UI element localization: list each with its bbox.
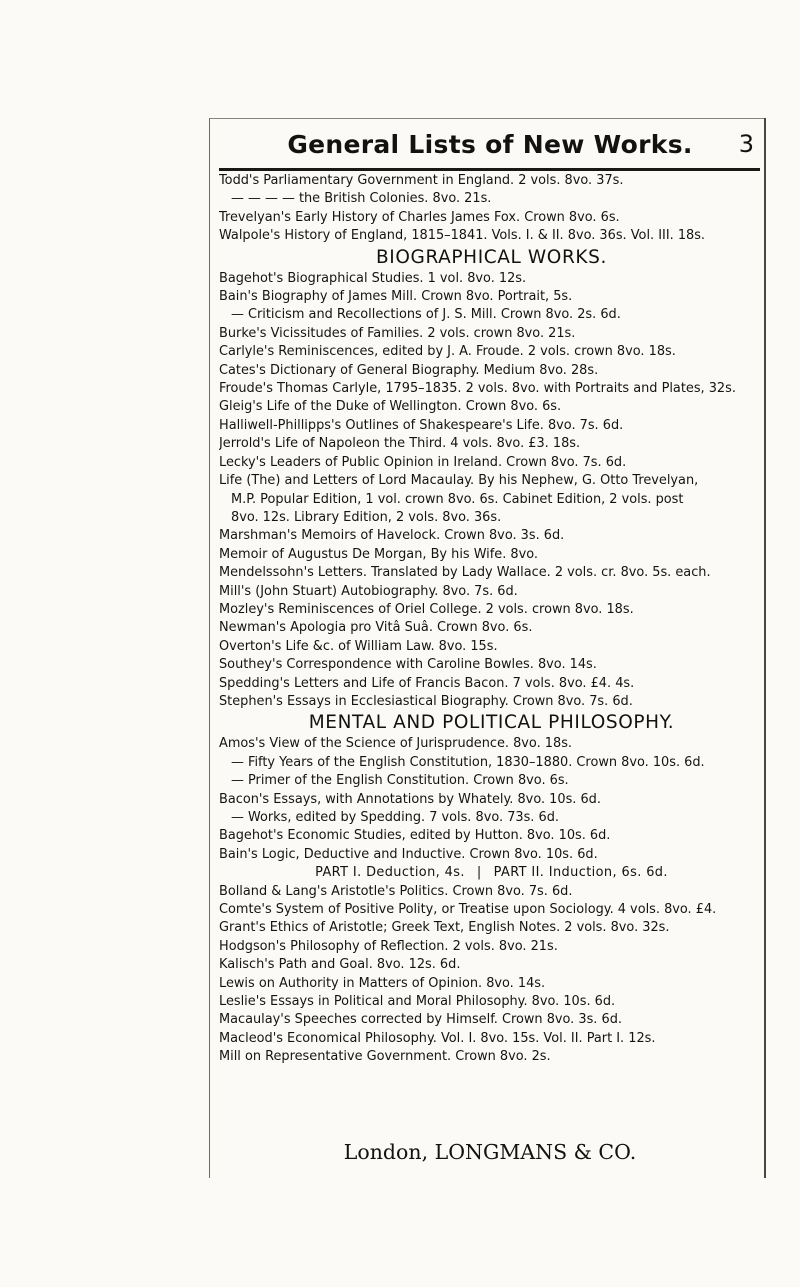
list-item: Mill's (John Stuart) Autobiography. 8vo. 7s. 6d. [219,583,518,599]
list-item: Cates's Dictionary of General Biography. Medium 8vo. 28s. [219,362,599,378]
header-rule [219,168,760,171]
list-item: Bain's Logic, Deductive and Inductive. Crown 8vo. 10s. 6d. [219,846,598,862]
list-item: Walpole's History of England, 1815–1841. Vols. I. & II. 8vo. 36s. Vol. III. 18s. [219,228,706,244]
list-item: Macaulay's Speeches corrected by Himself. Crown 8vo. 3s. 6d. [219,1012,622,1028]
page-number: 3 [738,130,754,158]
list-item: Burke's Vicissitudes of Families. 2 vols. crown 8vo. 21s. [219,325,576,341]
list-item: Froude's Thomas Carlyle, 1795–1835. 2 vols. 8vo. with Portraits and Plates, 32s. [219,381,736,397]
section-heading-biographical: BIOGRAPHICAL WORKS. [376,246,607,268]
list-item: Mozley's Reminiscences of Oriel College. 2 vols. crown 8vo. 18s. [219,601,634,617]
list-item: Halliwell-Phillipps's Outlines of Shakespeare's Life. 8vo. 7s. 6d. [219,417,624,433]
page-title: General Lists of New Works. [287,130,693,159]
list-item: Lewis on Authority in Matters of Opinion. 8vo. 14s. [219,975,546,991]
list-item: Bain's Biography of James Mill. Crown 8vo. Portrait, 5s. [219,289,573,305]
list-item-continued: 8vo. 12s. Library Edition, 2 vols. 8vo. 36s. [231,509,502,525]
list-item: — Fifty Years of the English Constitution, 1830–1880. Crown 8vo. 10s. 6d. [231,754,705,770]
list-item: Carlyle's Reminiscences, edited by J. A. Froude. 2 vols. crown 8vo. 18s. [219,344,676,360]
list-item: Bagehot's Biographical Studies. 1 vol. 8vo. 12s. [219,270,527,286]
part-one: PART I. Deduction, 4s. [315,865,465,881]
list-item: Memoir of Augustus De Morgan, By his Wife. 8vo. [219,546,539,562]
list-item: — — — — the British Colonies. 8vo. 21s. [231,191,492,207]
list-item: Bolland & Lang's Aristotle's Politics. Crown 8vo. 7s. 6d. [219,883,573,899]
logic-parts-row [219,864,764,882]
list-item: Bacon's Essays, with Annotations by Whately. 8vo. 10s. 6d. [219,791,601,807]
part-two: PART II. Induction, 6s. 6d. [493,865,668,881]
list-item: Jerrold's Life of Napoleon the Third. 4 vols. 8vo. £3. 18s. [219,436,581,452]
publisher-imprint: London, LONGMANS & CO. [343,1140,637,1164]
list-item: Comte's System of Positive Polity, or Treatise upon Sociology. 4 vols. 8vo. £4. [219,902,717,918]
list-item: Overton's Life &c. of William Law. 8vo. 15s. [219,638,498,654]
page-frame-top [209,118,765,119]
list-item: — Criticism and Recollections of J. S. Mill. Crown 8vo. 2s. 6d. [231,307,621,323]
list-item: Lecky's Leaders of Public Opinion in Ireland. Crown 8vo. 7s. 6d. [219,454,627,470]
list-item: Mill on Representative Government. Crown 8vo. 2s. [219,1049,551,1065]
list-item: Life (The) and Letters of Lord Macaulay. By his Nephew, G. Otto Trevelyan, [219,473,699,489]
list-item: — Primer of the English Constitution. Crown 8vo. 6s. [231,773,569,789]
list-item: — Works, edited by Spedding. 7 vols. 8vo. 73s. 6d. [231,810,559,825]
page-frame-right [764,118,766,1178]
list-item: Spedding's Letters and Life of Francis Bacon. 7 vols. 8vo. £4. 4s. [219,675,635,691]
list-item: Mendelssohn's Letters. Translated by Lady Wallace. 2 vols. cr. 8vo. 5s. each. [219,565,711,581]
list-item: Newman's Apologia pro Vitâ Suâ. Crown 8vo. 6s. [219,620,533,636]
list-item-continued: M.P. Popular Edition, 1 vol. crown 8vo. 6s. Cabinet Edition, 2 vols. post [231,491,684,507]
list-item: Gleig's Life of the Duke of Wellington. Crown 8vo. 6s. [219,399,562,415]
list-item: Macleod's Economical Philosophy. Vol. I. 8vo. 15s. Vol. II. Part I. 12s. [219,1030,656,1046]
catalogue-list [219,172,764,1067]
list-item: Trevelyan's Early History of Charles James Fox. Crown 8vo. 6s. [219,209,620,225]
list-item: Bagehot's Economic Studies, edited by Hutton. 8vo. 10s. 6d. [219,828,611,844]
list-item: Hodgson's Philosophy of Reflection. 2 vols. 8vo. 21s. [219,938,558,954]
list-item: Todd's Parliamentary Government in England. 2 vols. 8vo. 37s. [219,173,624,188]
list-item: Stephen's Essays in Ecclesiastical Biography. Crown 8vo. 7s. 6d. [219,693,633,709]
page-frame-left [209,118,210,1178]
running-header [220,128,760,168]
part-separator: | [476,865,482,881]
list-item: Amos's View of the Science of Jurisprudence. 8vo. 18s. [219,736,573,752]
list-item: Southey's Correspondence with Caroline Bowles. 8vo. 14s. [219,657,597,673]
list-item: Kalisch's Path and Goal. 8vo. 12s. 6d. [219,957,461,973]
list-item: Marshman's Memoirs of Havelock. Crown 8vo. 3s. 6d. [219,528,565,544]
list-item: Leslie's Essays in Political and Moral Philosophy. 8vo. 10s. 6d. [219,994,616,1010]
list-item: Grant's Ethics of Aristotle; Greek Text, English Notes. 2 vols. 8vo. 32s. [219,920,670,936]
section-heading-mental-political: MENTAL AND POLITICAL PHILOSOPHY. [308,712,675,734]
